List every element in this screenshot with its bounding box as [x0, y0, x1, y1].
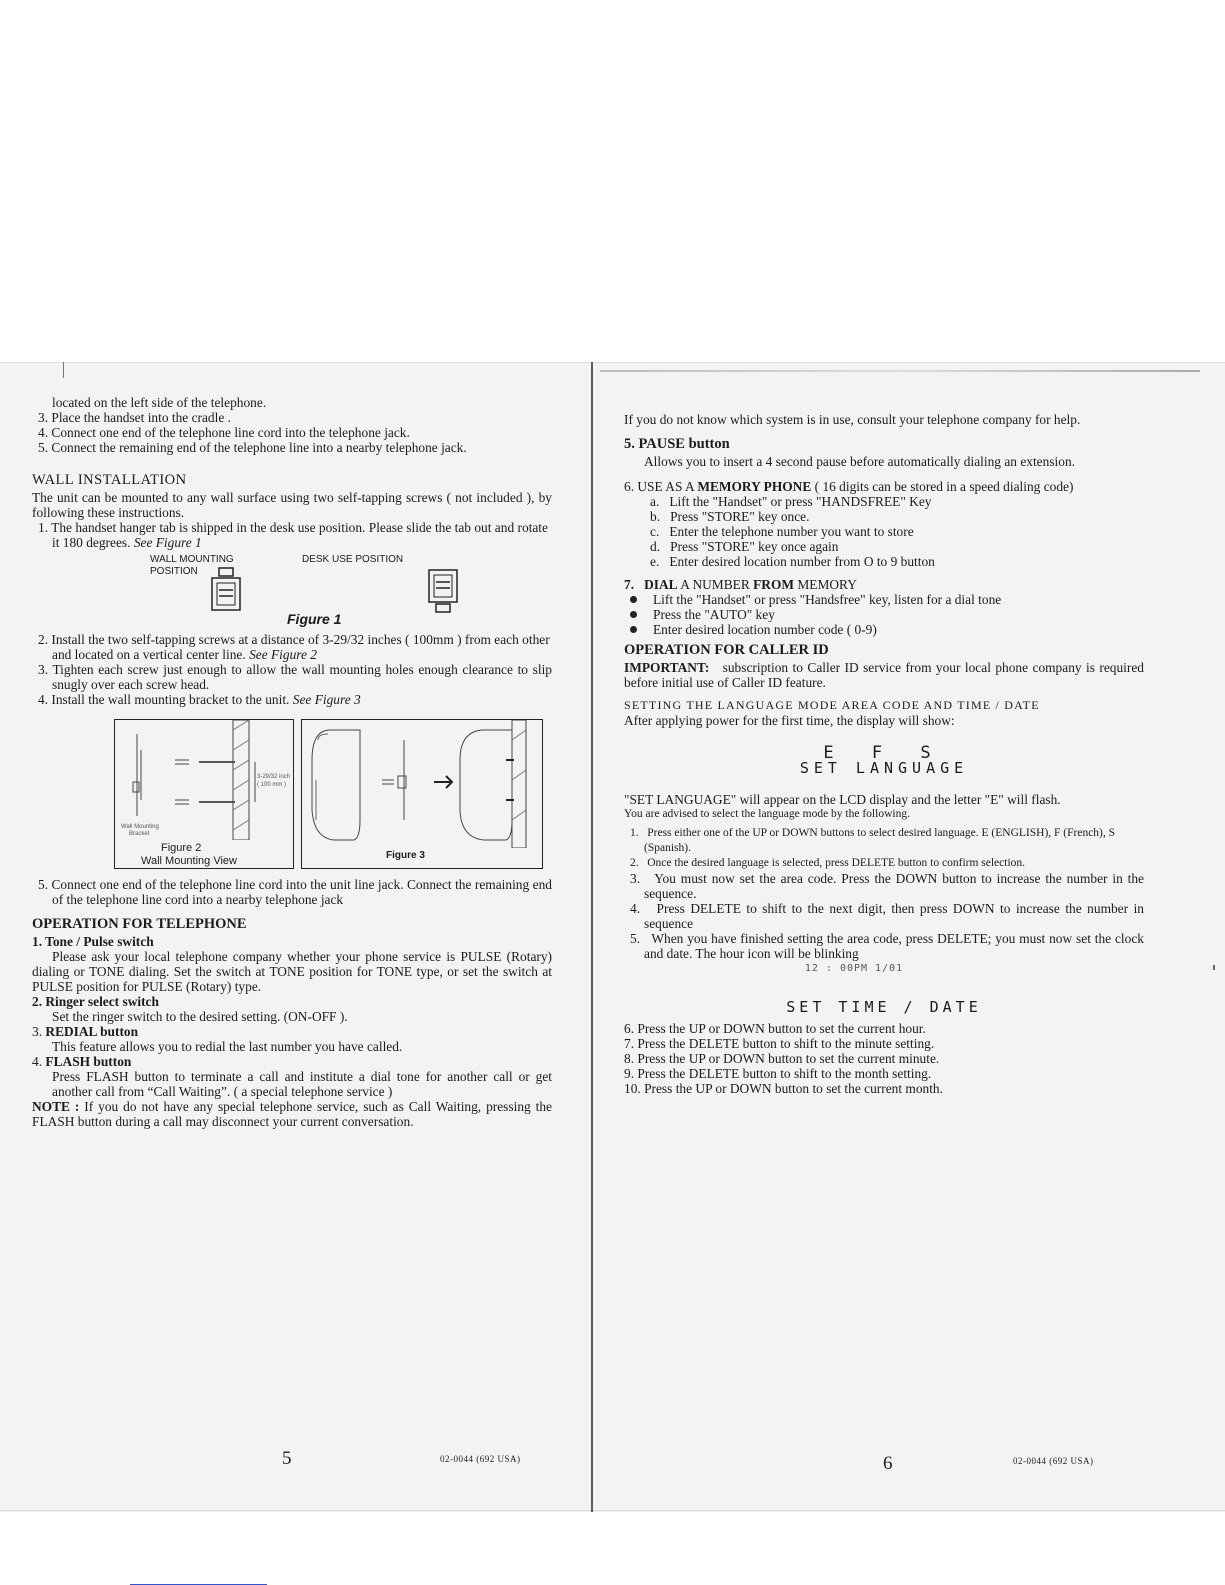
dial-step: Enter desired location number code ( 0-9) — [624, 622, 1144, 637]
lcd-clock: 12 : 00PM 1/01 — [804, 963, 904, 974]
tone-pulse-text: Please ask your local telephone company whether your phone service is PULSE (Rotary) dialing or TONE dialing. Set the switch at TONE position for TONE type, or set the switch at PULSE position for PULSE (Rotary) type. — [32, 949, 552, 994]
fig1-label-wall: WALL MOUNTING — [150, 554, 234, 565]
page-number-right: 6 — [883, 1453, 893, 1474]
page-number-left: 5 — [282, 1448, 292, 1469]
doc-code-left: 02-0044 (692 USA) — [440, 1454, 521, 1464]
time-step: 7. Press the DELETE button to shift to the minute setting. — [624, 1036, 935, 1051]
figures-2-3 — [32, 707, 552, 877]
memory-step: d. Press "STORE" key once again — [650, 539, 839, 554]
wall-step-4: 4. Install the wall mounting bracket to the unit. See Figure 3 — [38, 692, 361, 707]
fig3-caption: Figure 3 — [386, 850, 425, 861]
operation-telephone-heading: OPERATION FOR TELEPHONE — [32, 916, 247, 932]
wall-step-3: 3. Tighten each screw just enough to allow the wall mounting holes enough clearance to slip snugly over each screw head. — [38, 662, 552, 692]
wall-step-2: 2. Install the two self-tapping screws at a distance of 3-29/32 inches ( 100mm ) from each other and located on a vertical center line. See Figure 2 — [38, 632, 550, 662]
fig2-dim-2: ( 100 mm ) — [257, 782, 287, 788]
time-step: 9. Press the DELETE button to shift to the month setting. — [624, 1066, 932, 1081]
lcd-set-language: SET LANGUAGE — [799, 759, 969, 777]
doc-code-right: 02-0044 (692 USA) — [1013, 1456, 1094, 1466]
fig1-label-desk: DESK USE POSITION — [302, 554, 404, 565]
memory-step: b. Press "STORE" key once. — [650, 509, 810, 524]
cid-step: 1. Press either one of the UP or DOWN buttons to select desired language. E (ENGLISH), F (French), S (Spanish). — [630, 827, 1116, 854]
scan-smear — [600, 370, 1200, 372]
flash-text: Press FLASH button to terminate a call and institute a dial tone for another call or get another call from “Call Waiting”. ( a special telephone service ) — [52, 1069, 552, 1099]
cid-step: 4. Press DELETE to shift to the next digit, then press DOWN to increase the number in sequence — [630, 901, 1144, 931]
figure-2 — [114, 719, 294, 869]
figure-1 — [32, 550, 552, 640]
pause-heading: 5. PAUSE button — [624, 436, 730, 452]
caller-id-heading: OPERATION FOR CALLER ID — [624, 642, 829, 658]
time-step: 8. Press the UP or DOWN button to set the current minute. — [624, 1051, 940, 1066]
fig3-drawing — [302, 720, 542, 848]
language-advice: You are advised to select the language mode by the following. — [624, 808, 910, 820]
lcd-language-letters: E F S — [823, 743, 945, 763]
wall-intro: The unit can be mounted to any wall surface using two self-tapping screws ( not included ), by following these instructions. — [32, 490, 552, 520]
memory-heading: 6. USE AS A MEMORY PHONE ( 16 digits can be stored in a speed dialing code) — [624, 479, 1074, 494]
ringer-text: Set the ringer switch to the desired setting. (ON-OFF ). — [52, 1009, 348, 1024]
step-5: 5. Connect one end of the telephone line cord into the unit line jack. Connect the remaining end of the telephone line cord into a nearby telephone jack — [38, 877, 552, 907]
redial-heading: 3. REDIAL button — [32, 1024, 139, 1039]
memory-step: c. Enter the telephone number you want to store — [650, 524, 914, 539]
fig2-bracket-label: Wall Mounting — [121, 824, 159, 830]
fig2-dim-1: 3-29/32 inch — [257, 774, 291, 780]
margin-mark — [1213, 965, 1215, 970]
sheet-bottom-edge — [0, 1510, 1225, 1511]
language-text: "SET LANGUAGE" will appear on the LCD display and the letter "E" will flash. — [624, 792, 1061, 807]
time-step: 10. Press the UP or DOWN button to set the current month. — [624, 1081, 943, 1096]
intro-line: 3. Place the handset into the cradle . — [38, 410, 231, 425]
setting-heading: SETTING THE LANGUAGE MODE AREA CODE AND TIME / DATE — [624, 698, 1040, 712]
wall-step-1: 1. The handset hanger tab is shipped in the desk use position. Please slide the tab out and rotate it 180 degrees. See Figure 1 — [38, 520, 548, 550]
bullet-icon — [630, 596, 637, 603]
intro-line: located on the left side of the telephone. — [52, 395, 267, 410]
ringer-heading: 2. Ringer select switch — [32, 994, 159, 1009]
fig2-caption: Figure 2 — [161, 842, 202, 854]
system-intro: If you do not know which system is in use, consult your telephone company for help. — [624, 412, 1081, 427]
right-page — [624, 412, 1144, 1096]
important-note: IMPORTANT: subscription to Caller ID service from your local phone company is required before initial use of Caller ID feature. — [624, 660, 1145, 690]
dial-memory-heading: 7. DIAL A NUMBER FROM MEMORY — [624, 577, 857, 592]
redial-text: This feature allows you to redial the last number you have called. — [52, 1039, 403, 1054]
fig2-bracket-label-2: Bracket — [129, 831, 150, 837]
pause-text: Allows you to insert a 4 second pause before automatically dialing an extension. — [644, 454, 1075, 469]
bullet-icon — [630, 626, 637, 633]
intro-line: 5. Connect the remaining end of the telephone line into a nearby telephone jack. — [38, 440, 467, 455]
scan-mark — [63, 362, 64, 378]
tone-pulse-heading: 1. Tone / Pulse switch — [32, 934, 154, 949]
flash-heading: 4. FLASH button — [32, 1054, 132, 1069]
fig1-caption: Figure 1 — [287, 611, 342, 627]
time-step: 6. Press the UP or DOWN button to set the current hour. — [624, 1021, 926, 1036]
cid-step: 2. Once the desired language is selected, press DELETE button to confirm selection. — [630, 857, 1026, 869]
bullet-icon — [630, 611, 637, 618]
dial-step: Lift the "Handset" or press "Handsfree" key, listen for a dial tone — [624, 592, 1144, 607]
sheet-top-edge — [0, 362, 1225, 363]
intro-line: 4. Connect one end of the telephone line cord into the telephone jack. — [38, 425, 410, 440]
memory-step: a. Lift the "Handset" or press "HANDSFREE" Key — [650, 494, 932, 509]
left-page — [32, 395, 552, 1129]
cid-step: 3. You must now set the area code. Press the DOWN button to increase the number in the sequence. — [630, 871, 1144, 901]
dial-step: Press the "AUTO" key — [624, 607, 1144, 622]
fig1-label-wall-2: POSITION — [150, 566, 198, 577]
wall-installation-heading: WALL INSTALLATION — [32, 472, 187, 488]
figure-3 — [301, 719, 543, 869]
lcd-set-time-date: SET TIME / DATE — [786, 998, 982, 1016]
cid-step: 5. When you have finished setting the area code, press DELETE; you must now set the clock and date. The hour icon will be blinking — [630, 931, 1144, 961]
setting-text: After applying power for the first time, the display will show: — [624, 713, 955, 728]
fig2-caption-2: Wall Mounting View — [141, 855, 237, 867]
page-fold — [591, 362, 593, 1512]
memory-step: e. Enter desired location number from O to 9 button — [650, 554, 935, 569]
note: NOTE : If you do not have any special telephone service, such as Call Waiting, pressing the FLASH button during a call may disconnect your current conversation. — [32, 1099, 552, 1129]
